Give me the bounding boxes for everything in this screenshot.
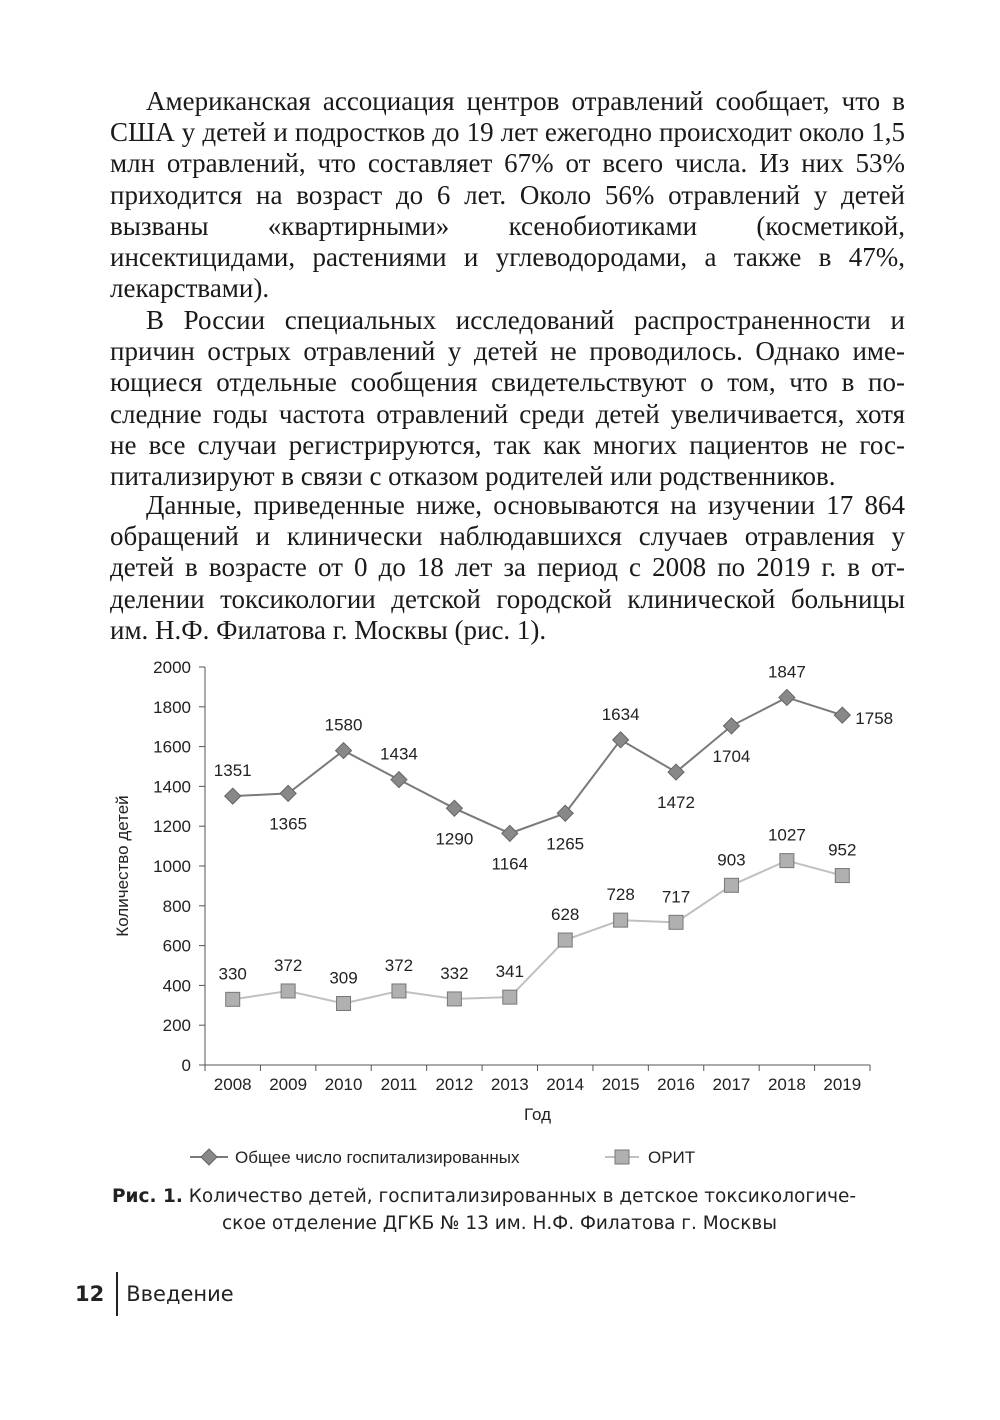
data-point-square xyxy=(392,984,406,998)
data-label: 1164 xyxy=(491,854,529,874)
y-axis-label: Количество детей xyxy=(113,795,132,937)
data-point-diamond xyxy=(613,732,629,748)
series-line xyxy=(233,861,843,1004)
data-point-square xyxy=(337,997,351,1011)
data-label: 1704 xyxy=(712,746,751,766)
x-tick-label: 2009 xyxy=(269,1075,308,1094)
data-label: 1580 xyxy=(324,715,363,735)
legend-label-icu: ОРИТ xyxy=(648,1148,696,1167)
data-label: 372 xyxy=(273,955,303,975)
data-point-square xyxy=(558,933,572,947)
x-axis xyxy=(205,1065,870,1094)
legend-marker-diamond xyxy=(201,1149,217,1165)
x-tick-label: 2011 xyxy=(380,1075,418,1094)
data-point-square xyxy=(447,992,461,1006)
y-tick-label: 800 xyxy=(162,896,191,916)
data-label: 1365 xyxy=(269,814,308,834)
data-point-diamond xyxy=(779,689,795,705)
data-point-square xyxy=(503,990,517,1004)
y-tick-label: 1600 xyxy=(153,737,191,757)
legend-marker-square xyxy=(615,1150,629,1164)
data-label: 717 xyxy=(661,887,691,907)
data-point-diamond xyxy=(446,800,462,816)
y-tick-label: 1800 xyxy=(153,697,191,717)
data-point-square xyxy=(724,878,738,892)
x-tick-label: 2018 xyxy=(767,1075,806,1094)
x-tick-label: 2015 xyxy=(601,1075,640,1094)
y-tick-label: 1200 xyxy=(153,817,191,837)
data-point-square xyxy=(835,869,849,883)
data-label: 1434 xyxy=(380,744,418,764)
page-number: 12 xyxy=(75,1282,105,1306)
data-point-square xyxy=(669,915,683,929)
data-label: 628 xyxy=(551,905,580,925)
y-axis xyxy=(153,658,205,1075)
series-icu xyxy=(219,826,857,1011)
x-tick-label: 2010 xyxy=(324,1075,363,1094)
data-point-diamond xyxy=(391,772,407,788)
x-tick-label: 2017 xyxy=(712,1075,751,1094)
data-label: 1634 xyxy=(601,704,640,724)
y-tick-label: 1400 xyxy=(153,777,191,797)
data-label: 1472 xyxy=(657,793,695,813)
data-label: 309 xyxy=(329,968,358,988)
series-layer xyxy=(214,662,893,1010)
paragraph-3: Данные, приведенные ниже, основываются на изучении 17 864 обращений и клинически наблюдавшихся случаев отравления у детей в возрасте от 0 до 18 лет за период с 2008 по 2019 г. в отделении токсикологии детской городской клинической больницы им. Н.Ф. Филатова г. Москвы (рис. 1). xyxy=(110,490,905,645)
data-label: 1351 xyxy=(213,761,252,781)
data-point-square xyxy=(226,992,240,1006)
y-tick-label: 600 xyxy=(162,936,191,956)
x-axis-label: Год xyxy=(523,1105,552,1124)
data-point-diamond xyxy=(280,785,296,801)
data-label: 903 xyxy=(717,850,746,870)
x-tick-label: 2019 xyxy=(823,1075,862,1094)
data-point-diamond xyxy=(834,707,850,723)
data-label: 330 xyxy=(218,964,247,984)
x-tick-label: 2014 xyxy=(546,1075,585,1094)
x-tick-label: 2008 xyxy=(213,1075,252,1094)
y-tick-label: 200 xyxy=(162,1016,191,1036)
data-label: 1265 xyxy=(546,834,585,854)
data-point-diamond xyxy=(557,805,573,821)
y-tick-label: 400 xyxy=(162,976,191,996)
y-tick-label: 0 xyxy=(181,1056,191,1075)
x-tick-label: 2016 xyxy=(657,1075,695,1094)
data-label: 952 xyxy=(828,840,857,860)
data-label: 1758 xyxy=(855,709,894,729)
data-label: 1290 xyxy=(435,829,474,849)
data-label: 1847 xyxy=(767,662,806,682)
data-point-diamond xyxy=(336,743,352,759)
hospitalization-line-chart xyxy=(95,650,915,1175)
data-point-diamond xyxy=(225,788,241,804)
legend xyxy=(190,1148,695,1167)
caption-label: Рис. 1. xyxy=(112,1186,183,1207)
data-label: 341 xyxy=(495,962,524,982)
data-label: 332 xyxy=(440,963,469,983)
paragraph-1: Американская ассоциация центров отравлений сообщает, что в США у детей и подростков до 19 лет ежегодно происходит около 1,5 млн отравлений, что составляет 67% от всего числа. Из них 53% приходится на возраст до 6 лет. Около 56% отравлений у детей вызваны «квартирными» ксенобиотиками (косметикой, инсектицидами, растениями и углеводородами, а также в 47%, лекарствами). xyxy=(110,86,905,304)
data-label: 372 xyxy=(384,955,414,975)
footer-divider xyxy=(116,1272,118,1316)
data-label: 728 xyxy=(606,885,635,905)
data-label: 1027 xyxy=(767,825,806,845)
data-point-square xyxy=(281,984,295,998)
x-tick-label: 2013 xyxy=(490,1075,529,1094)
caption-line-1: Количество детей, госпитализированных в детское токсикологиче- xyxy=(188,1186,857,1207)
data-point-square xyxy=(614,913,628,927)
paragraph-2: В России специальных исследований распространенности и причин острых отравлений у детей не проводилось. Однако имеющиеся отдельные сообщения свидетельствуют о том, что в последние годы частота отравлений среди детей увеличивается, хотя не все случаи регистрируются, так как многих пациентов не госпитализируют в связи с отказом родителей или родственников. xyxy=(110,305,905,492)
legend-label-total: Общее число госпитализированных xyxy=(235,1148,520,1167)
x-tick-label: 2012 xyxy=(435,1075,474,1094)
section-title: Введение xyxy=(126,1282,234,1306)
data-point-square xyxy=(780,854,794,868)
y-tick-label: 1000 xyxy=(153,857,191,876)
figure-caption xyxy=(112,1183,912,1237)
y-tick-label: 2000 xyxy=(153,658,191,677)
data-point-diamond xyxy=(502,825,518,841)
page-footer xyxy=(75,1272,234,1316)
caption-line-2: ское отделение ДГКБ № 13 им. Н.Ф. Филатова г. Москвы xyxy=(222,1213,777,1234)
